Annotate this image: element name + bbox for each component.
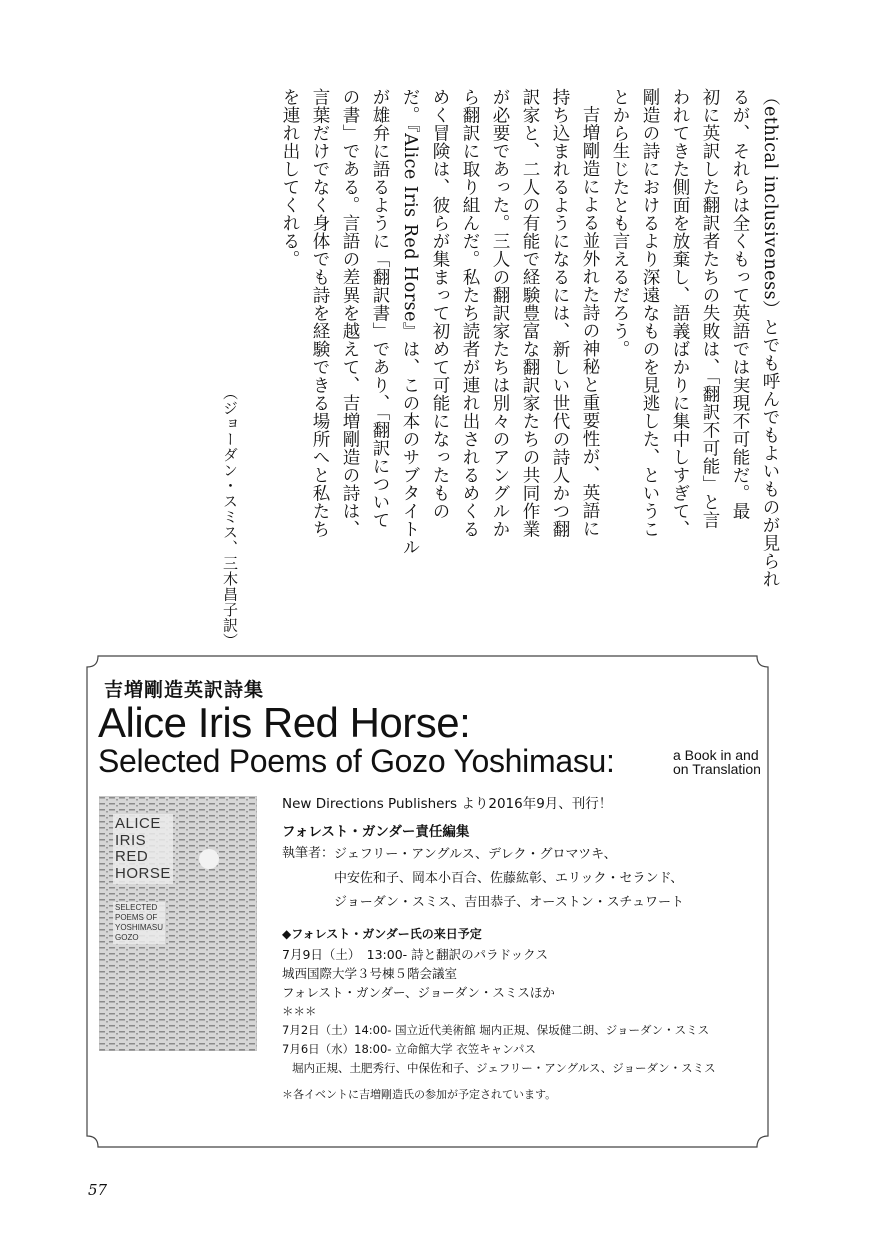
event-2: 7月2日（土）14:00- 国立近代美術館 堀内正規、保坂健二朗、ジョーダン・スミス: [282, 1023, 710, 1037]
publisher-line: New Directions Publishers より2016年9月、刊行！: [282, 796, 613, 812]
cover-subtitle: [113, 902, 165, 944]
credit-text: （ジョーダン・スミス、三木昌子訳）: [221, 384, 239, 648]
cover-sub-line: POEMS OF: [115, 913, 158, 922]
event-3: 7月6日（水）18:00- 立命館大学 衣笠キャンパス: [282, 1042, 536, 1056]
cover-sub-line: GOZO: [115, 933, 139, 942]
line: めく冒険は、彼らが集まって初めて可能になったもの: [430, 88, 450, 520]
line: の書」である。言語の差異を越えて、吉増剛造の詩は、: [340, 88, 360, 538]
line: 言葉だけでなく身体でも詩を経験できる場所へと私たち: [310, 88, 330, 538]
book-subtitle: [673, 748, 761, 776]
page-number: 57: [88, 1181, 108, 1199]
book-title-line1: Alice Iris Red Horse:: [98, 699, 471, 746]
authors-line: ジェフリー・アングルス、デレク・グロマツキ、: [334, 847, 617, 862]
book-title-line2: Selected Poems of Gozo Yoshimasu:: [98, 743, 615, 779]
cover-title-line: RED: [115, 848, 149, 865]
event-line: 7月9日（土） 13:00- 詩と翻訳のパラドックス: [282, 947, 549, 962]
line: を連れ出してくれる。: [280, 88, 300, 268]
authors-list: [334, 843, 684, 915]
line: だ。『Alice Iris Red Horse』は、この本のサブタイトル: [400, 88, 420, 557]
book-title-japanese: 吉増剛造英訳詩集: [104, 679, 265, 701]
line: とから生じたとも言えるだろう。: [610, 88, 630, 358]
authors-label: 執筆者：: [282, 846, 335, 861]
event-3-people: 堀内正規、土肥秀行、中保佐和子、ジェフリー・アングルス、ジョーダン・スミス: [292, 1061, 716, 1075]
translator-credit: [215, 88, 245, 648]
paragraph-1: [605, 88, 785, 648]
line: るが、それらは全くもって英語では実現不可能だ。最: [730, 88, 750, 520]
cover-title-line: HORSE: [115, 864, 171, 882]
schedule-heading: ◆フォレスト・ガンダー氏の来日予定: [282, 927, 482, 941]
subtitle-line2: on Translation: [673, 761, 761, 777]
authors-line: 中安佐和子、岡本小百合、佐藤紘彰、エリック・セランド、: [334, 871, 684, 886]
book-cover-image: [99, 796, 257, 1051]
subtitle-line1: a Book in and: [673, 747, 759, 763]
line: 訳家と、二人の有能で経験豊富な翻訳家たちの共同作業: [520, 88, 540, 538]
article-body: [215, 88, 785, 648]
cover-title-line: ALICE: [115, 815, 161, 832]
line: が雄弁に語るように「翻訳書」であり、「翻訳について: [370, 88, 390, 530]
cover-sub-line: YOSHIMASU: [115, 923, 164, 932]
event-line: 城西国際大学３号棟５階会議室: [282, 966, 458, 981]
line: 吉増剛造による並外れた詩の神秘と重要性が、英語に: [580, 105, 600, 538]
book-info: [282, 793, 762, 1106]
line: われてきた側面を放棄し、語義ばかりに集中しすぎて、: [670, 88, 690, 538]
separator: ＊＊＊: [282, 1004, 317, 1018]
event-1: [282, 945, 762, 1002]
editor-line: フォレスト・ガンダー責任編集: [282, 824, 470, 840]
line: 持ち込まれるようになるには、新しい世代の詩人かつ翻: [550, 88, 570, 538]
cover-title: [113, 814, 173, 884]
cover-sub-line: SELECTED: [115, 903, 158, 912]
paragraph-2: [275, 88, 605, 648]
authors: [282, 843, 762, 915]
line: 剛造の詩におけるより深遠なものを見逃した、というこ: [640, 88, 660, 538]
note: ＊各イベントに吉増剛造氏の参加が予定されています。: [282, 1088, 557, 1101]
book-announcement-box: [86, 655, 769, 1148]
line: ら翻訳に取り組んだ。私たち読者が連れ出されるめくる: [460, 88, 480, 538]
line: 初に英訳した翻訳者たちの失敗は、「翻訳不可能」と言: [700, 88, 720, 530]
cover-title-line: IRIS: [115, 831, 147, 849]
line: が必要であった。三人の翻訳家たちは別々のアングルか: [490, 88, 510, 538]
event-line: フォレスト・ガンダー、ジョーダン・スミスほか: [282, 985, 555, 1000]
authors-line: ジョーダン・スミス、吉田恭子、オーストン・スチュワート: [334, 895, 684, 910]
line: （ethical inclusiveness）とでも呼んでもよいものが見られ: [760, 88, 780, 589]
